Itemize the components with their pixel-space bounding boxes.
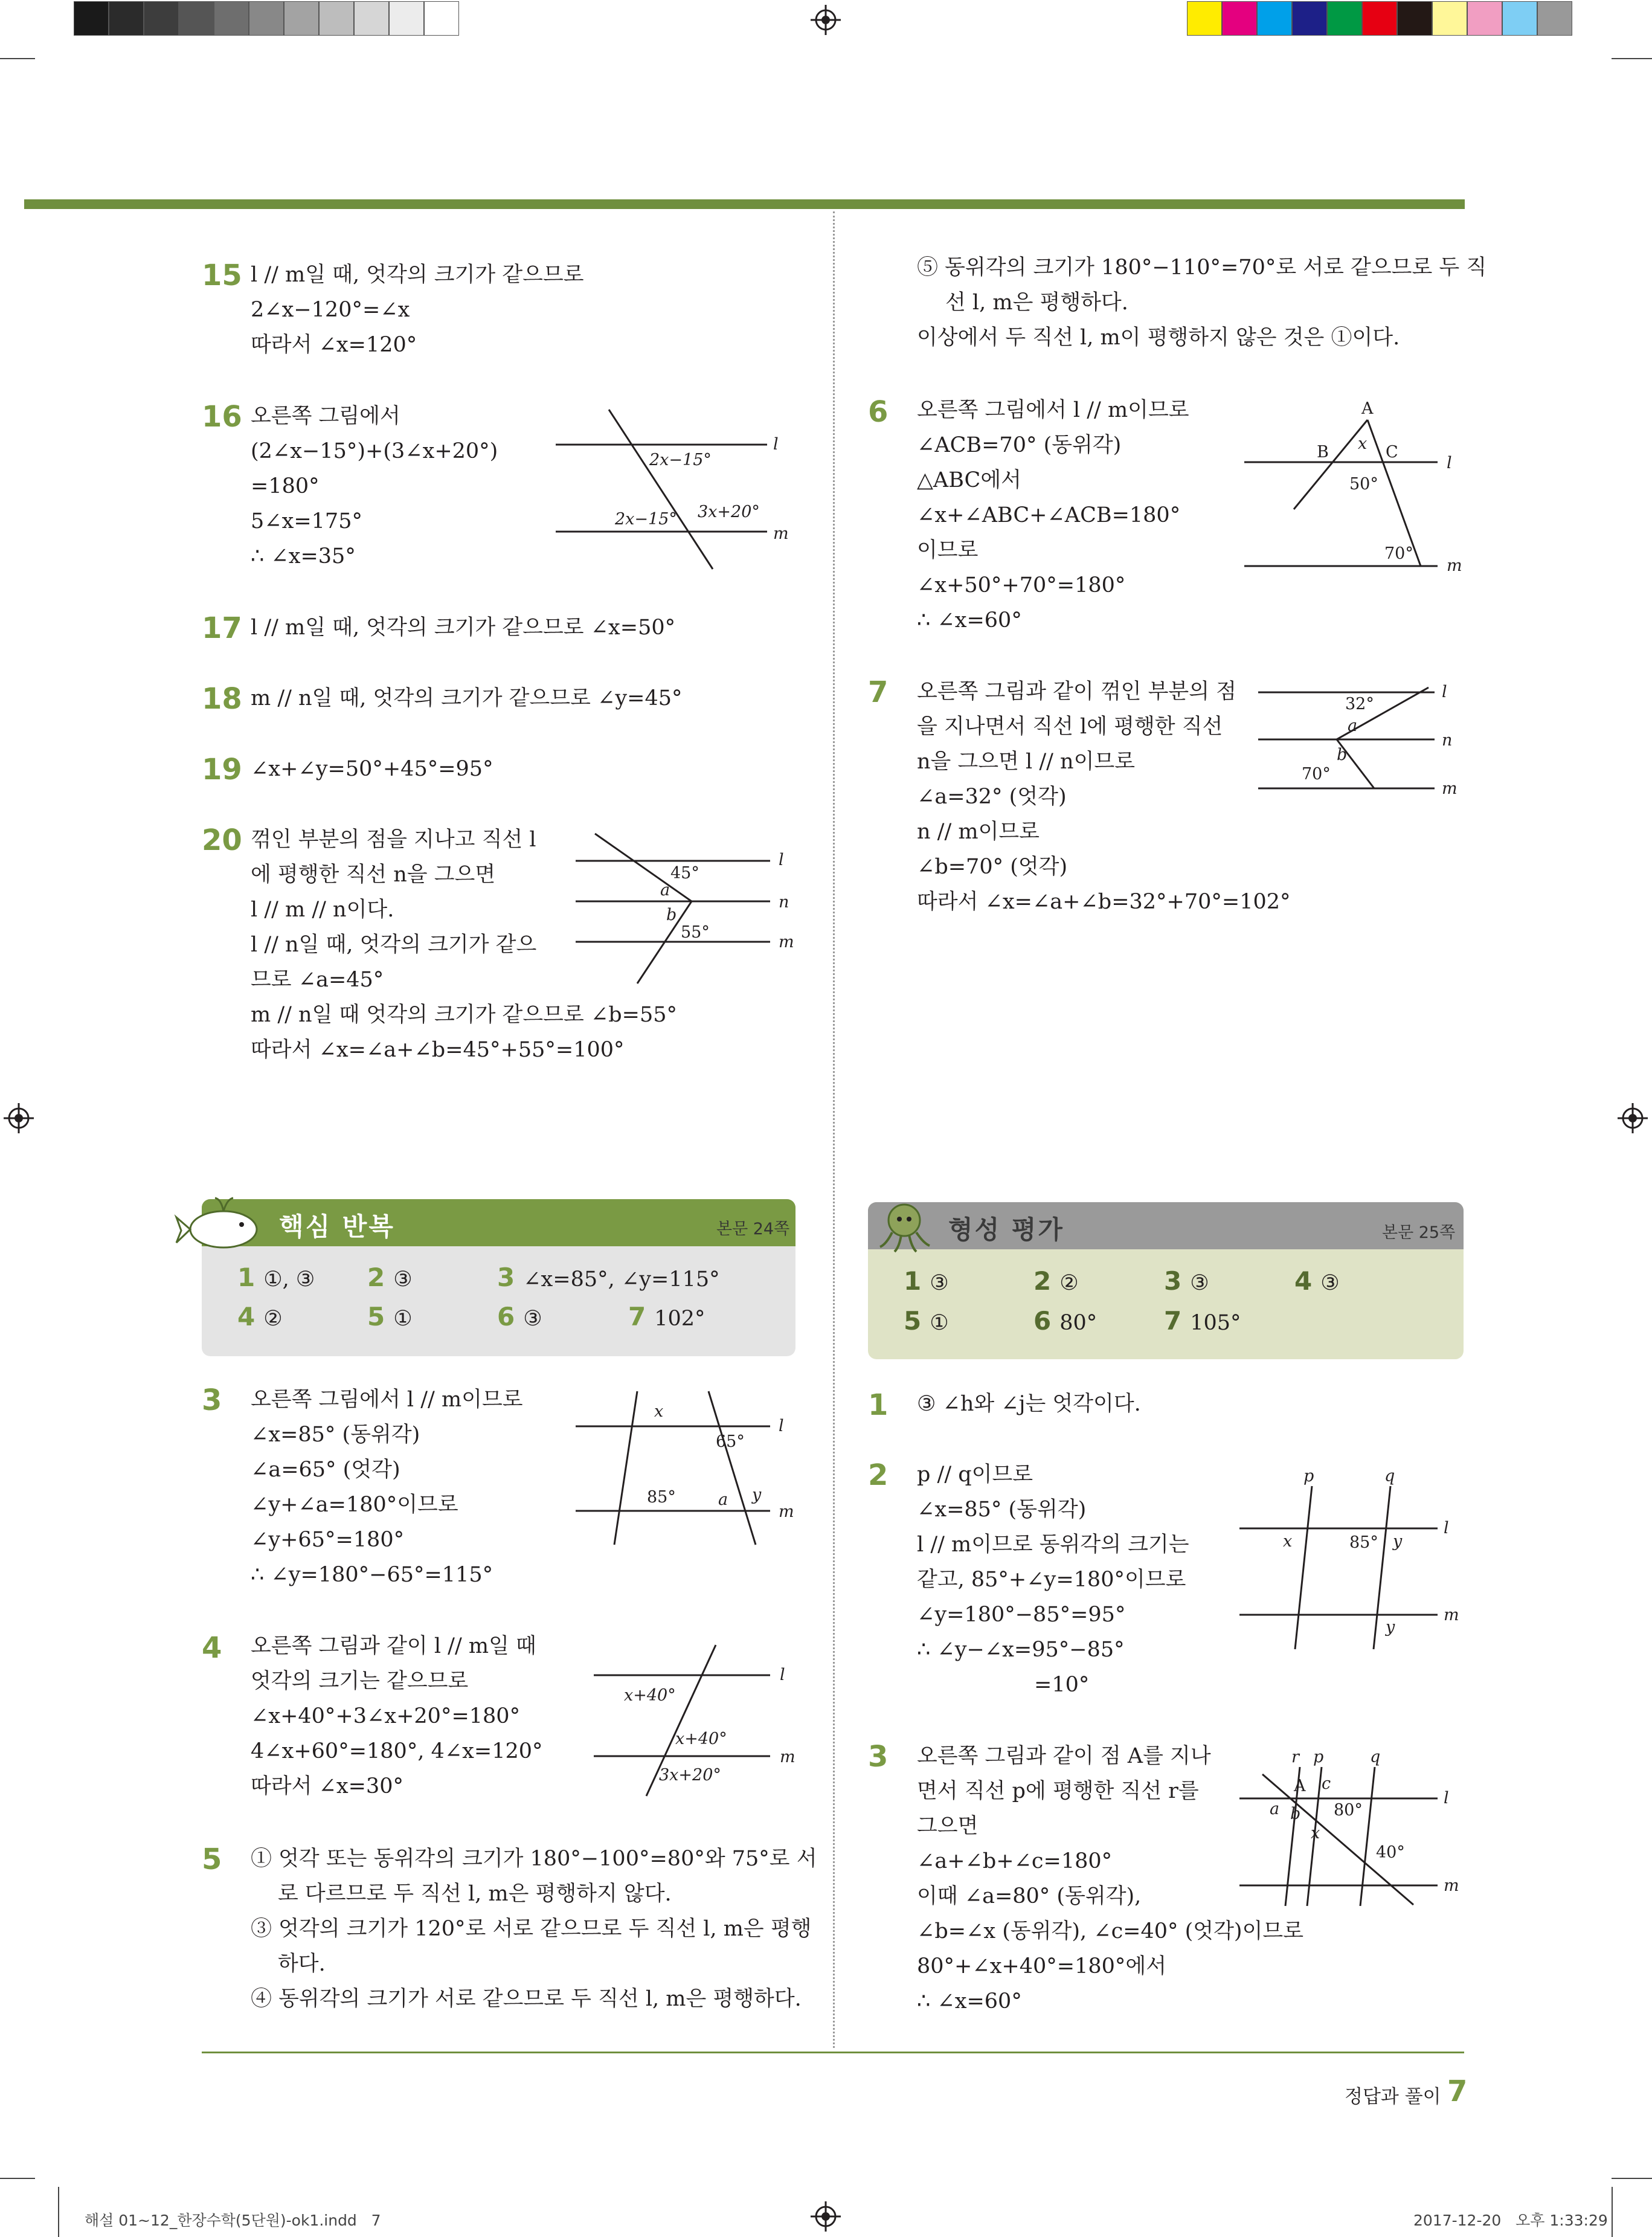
color-swatch bbox=[144, 1, 179, 36]
problem-number: 5 bbox=[202, 1843, 222, 1876]
label-m: m bbox=[1444, 1876, 1459, 1895]
problem-number: 20 bbox=[202, 823, 242, 857]
angle-label: 55° bbox=[681, 923, 710, 942]
side-ab bbox=[1294, 420, 1368, 509]
color-swatch bbox=[1432, 1, 1467, 36]
solution-line: ① 엇각 또는 동위각의 크기가 180°−100°=80°와 75°로 서 bbox=[251, 1847, 817, 1871]
answer-item: 5 ① bbox=[367, 1302, 413, 1331]
registration-mark-icon bbox=[4, 1103, 34, 1133]
color-swatch bbox=[1537, 1, 1572, 36]
solution-line: n을 그으면 l // n이므로 bbox=[917, 750, 1136, 774]
color-swatch bbox=[1292, 1, 1327, 36]
label-n: n bbox=[1442, 731, 1453, 750]
color-swatch bbox=[284, 1, 319, 36]
solution-line: m // n일 때 엇각의 크기가 같으므로 ∠b=55° bbox=[251, 1003, 678, 1027]
solution-line: ∠y+∠a=180°이므로 bbox=[251, 1493, 458, 1517]
registration-mark-icon bbox=[811, 2201, 841, 2232]
solution-line: 80°+∠x+40°=180°에서 bbox=[917, 1954, 1167, 1978]
angle-label: a bbox=[1270, 1800, 1280, 1818]
figure-p16 bbox=[550, 405, 803, 574]
angle-label: a bbox=[660, 881, 670, 900]
problem-number: 4 bbox=[202, 1631, 222, 1665]
color-swatch bbox=[1327, 1, 1362, 36]
crop-mark bbox=[1612, 58, 1652, 59]
angle-label: 3x+20° bbox=[698, 503, 760, 521]
solution-line: =180° bbox=[251, 474, 320, 498]
color-swatch bbox=[389, 1, 424, 36]
solution-line: ∠x=85° (동위각) bbox=[917, 1498, 1087, 1522]
solution-line: ∠a+∠b+∠c=180° bbox=[917, 1849, 1113, 1873]
answer-item: 4 ② bbox=[237, 1302, 283, 1331]
solution-line: 면서 직선 p에 평행한 직선 r를 bbox=[917, 1779, 1199, 1803]
solution-line: p // q이므로 bbox=[917, 1463, 1033, 1487]
angle-label: y bbox=[1393, 1532, 1403, 1551]
label-l: l bbox=[780, 1666, 785, 1684]
label-q: q bbox=[1370, 1748, 1381, 1766]
solution-line: △ABC에서 bbox=[917, 468, 1021, 492]
solution-line: (2∠x−15°)+(3∠x+20°) bbox=[251, 439, 498, 463]
solution-line: 에 평행한 직선 n을 그으면 bbox=[251, 863, 496, 887]
angle-label: 45° bbox=[670, 864, 699, 883]
figure-s4 bbox=[589, 1640, 806, 1803]
angle-label: 3x+20° bbox=[659, 1766, 721, 1785]
solution-line: 그으면 bbox=[917, 1814, 979, 1838]
figure-p20 bbox=[571, 828, 800, 991]
label-l: l bbox=[779, 1417, 784, 1435]
solution-line: 로 다르므로 두 직선 l, m은 평행하지 않다. bbox=[278, 1882, 672, 1906]
label-l: l bbox=[773, 435, 779, 454]
solution-line: ∴ ∠x=60° bbox=[917, 608, 1022, 632]
solution-line: ∠x+50°+70°=180° bbox=[917, 573, 1126, 597]
angle-label: 70° bbox=[1384, 544, 1413, 563]
octopus-icon bbox=[874, 1196, 940, 1257]
solution-line: n // m이므로 bbox=[917, 820, 1040, 844]
solution-line: 오른쪽 그림에서 l // m이므로 bbox=[251, 1388, 523, 1412]
solution-line: ∠y=180°−85°=95° bbox=[917, 1603, 1126, 1627]
angle-label: 65° bbox=[716, 1432, 745, 1451]
bent-line bbox=[595, 834, 692, 983]
print-timestamp: 2017-12-20 오후 1:33:29 bbox=[1413, 2212, 1608, 2229]
figure-p6 bbox=[1238, 396, 1480, 577]
solution-line: ③ ∠h와 ∠j는 엇각이다. bbox=[917, 1392, 1141, 1416]
solution-line: ∠x+∠y=50°+45°=95° bbox=[251, 757, 493, 781]
solution-line: 따라서 ∠x=30° bbox=[251, 1774, 403, 1798]
solution-line: 엇각의 크기는 같으므로 bbox=[251, 1669, 469, 1693]
solution-line: 오른쪽 그림과 같이 꺾인 부분의 점 bbox=[917, 680, 1236, 704]
angle-label: 85° bbox=[1349, 1533, 1378, 1552]
problem-number: 16 bbox=[202, 400, 242, 434]
angle-label: a bbox=[1348, 716, 1358, 735]
solution-line: ∴ ∠y−∠x=95°−85° bbox=[917, 1638, 1125, 1662]
color-swatch bbox=[354, 1, 389, 36]
solution-line: 오른쪽 그림과 같이 점 A를 지나 bbox=[917, 1744, 1211, 1768]
solution-line: l // m일 때, 엇각의 크기가 같으므로 bbox=[251, 263, 584, 287]
page-number: 7 bbox=[1447, 2074, 1468, 2108]
solution-line: ∠b=∠x (동위각), ∠c=40° (엇각)이므로 bbox=[917, 1919, 1304, 1943]
label-l: l bbox=[1444, 1789, 1449, 1807]
label-B: B bbox=[1317, 443, 1329, 462]
answer-item: 4 ③ bbox=[1294, 1266, 1340, 1296]
crop-mark bbox=[58, 2187, 59, 2237]
color-swatch bbox=[424, 1, 459, 36]
answer-item: 7 105° bbox=[1164, 1306, 1241, 1336]
figure-s3 bbox=[571, 1386, 800, 1556]
transversal bbox=[609, 410, 713, 569]
solution-line: ∠x+40°+3∠x+20°=180° bbox=[251, 1704, 521, 1728]
answer-item: 3 ③ bbox=[1164, 1266, 1209, 1296]
solution-line: 따라서 ∠x=∠a+∠b=45°+55°=100° bbox=[251, 1038, 625, 1062]
label-m: m bbox=[1442, 779, 1458, 798]
label-m: m bbox=[779, 1502, 794, 1521]
color-swatch bbox=[109, 1, 144, 36]
angle-label: c bbox=[1322, 1774, 1331, 1793]
problem-number: 2 bbox=[868, 1458, 889, 1492]
angle-label: 40° bbox=[1376, 1843, 1405, 1862]
answer-item: 2 ③ bbox=[367, 1263, 413, 1292]
angle-label: x bbox=[1358, 434, 1368, 453]
angle-label: y bbox=[1386, 1618, 1395, 1637]
angle-label: 2x−15° bbox=[649, 451, 712, 469]
solution-line: ∠x=85° (동위각) bbox=[251, 1423, 420, 1447]
solution-line: 을 지나면서 직선 l에 평행한 직선 bbox=[917, 715, 1223, 739]
problem-number: 15 bbox=[202, 259, 242, 292]
angle-label: x bbox=[1311, 1824, 1320, 1843]
registration-mark-icon bbox=[811, 5, 841, 35]
angle-label: x+40° bbox=[624, 1686, 676, 1705]
answer-item: 1 ③ bbox=[904, 1266, 949, 1296]
label-m: m bbox=[1444, 1606, 1459, 1624]
solution-line: 2∠x−120°=∠x bbox=[251, 298, 410, 322]
registration-mark-icon bbox=[1618, 1103, 1648, 1133]
solution-line: 므로 ∠a=45° bbox=[251, 968, 384, 992]
answer-item: 2 ② bbox=[1033, 1266, 1079, 1296]
color-swatch bbox=[1467, 1, 1502, 36]
answer-item: 3 ∠x=85°, ∠y=115° bbox=[497, 1263, 720, 1292]
angle-label: 80° bbox=[1334, 1801, 1363, 1820]
problem-number: 17 bbox=[202, 611, 242, 645]
solution-line: 선 l, m은 평행하다. bbox=[945, 291, 1128, 315]
solution-line: ∠x+∠ABC+∠ACB=180° bbox=[917, 503, 1181, 527]
label-q: q bbox=[1384, 1467, 1395, 1485]
answer-item: 6 80° bbox=[1033, 1306, 1098, 1336]
solution-line: l // m일 때, 엇각의 크기가 같으므로 ∠x=50° bbox=[251, 616, 676, 640]
problem-number: 7 bbox=[868, 675, 889, 709]
crop-mark bbox=[0, 2178, 35, 2179]
eval-box-ref: 본문 25쪽 bbox=[1382, 1223, 1456, 1242]
solution-line: 하다. bbox=[278, 1952, 326, 1976]
solution-line: ④ 동위각의 크기가 서로 같으므로 두 직선 l, m은 평행하다. bbox=[251, 1987, 802, 2011]
angle-label: y bbox=[752, 1485, 762, 1504]
transversal-2 bbox=[709, 1391, 756, 1545]
solution-line: ∠a=65° (엇각) bbox=[251, 1458, 400, 1482]
label-A: A bbox=[1361, 399, 1374, 418]
color-swatch bbox=[1187, 1, 1222, 36]
solution-line: ∠b=70° (엇각) bbox=[917, 855, 1068, 879]
solution-line: l // n일 때, 엇각의 크기가 같으 bbox=[251, 933, 537, 957]
color-swatch bbox=[1502, 1, 1537, 36]
color-swatch bbox=[214, 1, 249, 36]
angle-label: b bbox=[666, 906, 677, 924]
solution-line: 오른쪽 그림과 같이 l // m일 때 bbox=[251, 1634, 536, 1658]
solution-line: 따라서 ∠x=∠a+∠b=32°+70°=102° bbox=[917, 890, 1291, 914]
solution-line: 꺾인 부분의 점을 지나고 직선 l bbox=[251, 828, 536, 852]
angle-label: 2x−15° bbox=[615, 510, 677, 529]
label-n: n bbox=[779, 893, 789, 912]
header-rule bbox=[24, 199, 1465, 209]
solution-line: ∴ ∠x=35° bbox=[251, 544, 356, 568]
label-p: p bbox=[1313, 1748, 1324, 1766]
problem-number: 19 bbox=[202, 753, 242, 787]
color-swatch bbox=[1222, 1, 1257, 36]
angle-label: a bbox=[718, 1490, 728, 1509]
angle-label: x bbox=[1283, 1532, 1293, 1551]
core-box-title: 핵심 반복 bbox=[279, 1212, 395, 1241]
label-m: m bbox=[779, 933, 794, 951]
color-swatch bbox=[1362, 1, 1397, 36]
crop-mark bbox=[1612, 2187, 1613, 2237]
color-swatch bbox=[179, 1, 214, 36]
problem-number: 3 bbox=[202, 1383, 222, 1417]
line-p bbox=[1295, 1486, 1312, 1649]
solution-line: 따라서 ∠x=120° bbox=[251, 333, 417, 357]
label-m: m bbox=[1447, 556, 1462, 575]
answer-item: 7 102° bbox=[628, 1302, 705, 1331]
solution-line: 같고, 85°+∠y=180°이므로 bbox=[917, 1568, 1186, 1592]
solution-line: ∠a=32° (엇각) bbox=[917, 785, 1067, 809]
angle-label: x bbox=[654, 1402, 664, 1421]
solution-line: =10° bbox=[1034, 1673, 1090, 1697]
answer-item: 6 ③ bbox=[497, 1302, 542, 1331]
color-swatch bbox=[1257, 1, 1292, 36]
angle-label: b bbox=[1337, 745, 1348, 764]
label-l: l bbox=[1444, 1519, 1449, 1537]
solution-line: 오른쪽 그림에서 bbox=[251, 404, 400, 428]
angle-label: b bbox=[1290, 1804, 1301, 1823]
solution-line: ∠y+65°=180° bbox=[251, 1528, 405, 1552]
solution-line: 이상에서 두 직선 l, m이 평행하지 않은 것은 ①이다. bbox=[917, 326, 1400, 350]
solution-line: m // n일 때, 엇각의 크기가 같으므로 ∠y=45° bbox=[251, 686, 683, 710]
color-swatch bbox=[74, 1, 109, 36]
figure-s2 bbox=[1232, 1462, 1474, 1655]
solution-line: l // m이므로 동위각의 크기는 bbox=[917, 1533, 1189, 1557]
angle-label: 50° bbox=[1349, 475, 1378, 494]
label-p: p bbox=[1303, 1467, 1314, 1485]
solution-line: ⑤ 동위각의 크기가 180°−110°=70°로 서로 같으므로 두 직 bbox=[917, 256, 1487, 280]
footer-rule bbox=[202, 2052, 1464, 2053]
label-m: m bbox=[780, 1748, 795, 1766]
answer-item: 1 ①, ③ bbox=[237, 1263, 315, 1292]
solution-line: 이므로 bbox=[917, 538, 979, 562]
label-l: l bbox=[1442, 683, 1447, 701]
angle-label: 32° bbox=[1345, 695, 1374, 713]
solution-line: 5∠x=175° bbox=[251, 509, 362, 533]
transversal-1 bbox=[614, 1391, 637, 1545]
angle-label: 70° bbox=[1302, 765, 1331, 784]
color-swatch bbox=[1397, 1, 1432, 36]
color-swatch bbox=[249, 1, 284, 36]
core-box-ref: 본문 24쪽 bbox=[716, 1220, 790, 1238]
label-C: C bbox=[1386, 443, 1398, 462]
problem-number: 1 bbox=[868, 1388, 889, 1422]
label-l: l bbox=[1447, 454, 1452, 472]
solution-line: ③ 엇각의 크기가 120°로 서로 같으므로 두 직선 l, m은 평행 bbox=[251, 1917, 812, 1941]
label-A: A bbox=[1294, 1777, 1306, 1795]
figure-s3-eval bbox=[1232, 1743, 1474, 1912]
figure-p7 bbox=[1253, 677, 1477, 816]
solution-line: ∴ ∠x=60° bbox=[917, 1989, 1022, 2013]
solution-line: ∠ACB=70° (동위각) bbox=[917, 433, 1122, 457]
solution-line: 오른쪽 그림에서 l // m이므로 bbox=[917, 398, 1189, 422]
problem-number: 3 bbox=[868, 1740, 889, 1774]
whale-icon bbox=[175, 1193, 266, 1254]
footer-section-label: 정답과 풀이 bbox=[1345, 2086, 1441, 2108]
crop-mark bbox=[1612, 2178, 1652, 2179]
label-l: l bbox=[779, 851, 784, 869]
solution-line: l // m // n이다. bbox=[251, 898, 394, 922]
problem-number: 18 bbox=[202, 682, 242, 716]
solution-line: ∴ ∠y=180°−65°=115° bbox=[251, 1563, 493, 1587]
answer-item: 5 ① bbox=[904, 1306, 949, 1336]
label-m: m bbox=[773, 524, 789, 543]
label-r: r bbox=[1291, 1748, 1299, 1766]
crop-mark bbox=[0, 58, 35, 59]
eval-box-title: 형성 평가 bbox=[948, 1215, 1064, 1244]
color-swatch bbox=[319, 1, 354, 36]
print-file-name: 해설 01~12_한장수학(5단원)-ok1.indd 7 bbox=[85, 2212, 381, 2229]
column-divider bbox=[833, 211, 835, 2048]
angle-label: x+40° bbox=[675, 1730, 727, 1748]
solution-line: 이때 ∠a=80° (동위각), bbox=[917, 1884, 1142, 1908]
solution-line: 4∠x+60°=180°, 4∠x=120° bbox=[251, 1739, 543, 1763]
angle-label: 85° bbox=[647, 1488, 676, 1507]
problem-number: 6 bbox=[868, 395, 889, 429]
